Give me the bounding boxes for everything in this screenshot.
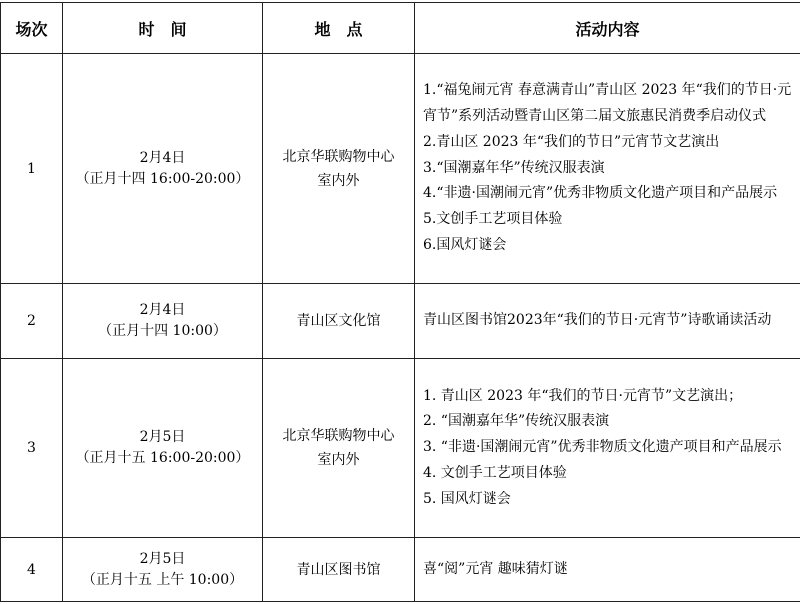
header-time: 时 间 [63, 3, 263, 54]
schedule-table [0, 2, 800, 602]
session-number: 4 [1, 538, 63, 602]
header-session: 场次 [1, 3, 63, 54]
time-text: （正月十五 上午 10:00） [81, 571, 244, 588]
time-text: （正月十四 10:00） [98, 323, 227, 339]
session-number: 3 [1, 359, 63, 538]
activities-cell [415, 284, 800, 359]
table-row [1, 54, 800, 284]
activity-item: 3. “非遗·国潮闹元宵”优秀非物质文化遗产项目和产品展示 [423, 439, 782, 456]
location-text: 北京华联购物中心 [282, 148, 395, 165]
activities-cell [415, 54, 800, 284]
header-activities: 活动内容 [415, 3, 800, 54]
activity-item: 4.“非遗·国潮闹元宵”优秀非物质文化遗产项目和产品展示 [423, 185, 778, 202]
table-row [1, 359, 800, 538]
activity-item: 2.青山区 2023 年“我们的节日”元宵节文艺演出 [423, 133, 720, 150]
header-row [1, 3, 800, 54]
date-text: 2月4日 [139, 149, 186, 166]
activity-item: 3.“国潮嘉年华”传统汉服表演 [423, 159, 605, 176]
location-text: 青山区图书馆 [296, 561, 381, 578]
time-text: （正月十五 16:00-20:00） [75, 450, 250, 466]
activity-item: 2. “国潮嘉年华”传统汉服表演 [423, 413, 610, 430]
location-cell [263, 359, 415, 538]
time-cell [63, 359, 263, 538]
activity-item: 喜“阅”元宵 趣味猜灯谜 [423, 560, 568, 577]
date-text: 2月5日 [139, 429, 186, 445]
session-number: 2 [1, 284, 63, 359]
header-location: 地 点 [263, 3, 415, 54]
date-text: 2月5日 [139, 550, 186, 567]
location-text: 室内外 [317, 172, 360, 189]
activities-cell [415, 538, 800, 602]
activity-item: 5.文创手工艺项目体验 [423, 211, 563, 228]
time-text: （正月十四 16:00-20:00） [75, 170, 250, 187]
time-cell [63, 54, 263, 284]
activity-item: 青山区图书馆2023年“我们的节日·元宵节”诗歌诵读活动 [423, 312, 772, 329]
date-text: 2月4日 [139, 302, 186, 318]
time-cell [63, 284, 263, 359]
location-text: 室内外 [317, 452, 360, 468]
activity-item: 6.国风灯谜会 [423, 236, 507, 253]
activity-item: 1. 青山区 2023 年“我们的节日·元宵节”文艺演出； [423, 387, 743, 404]
activity-item: 4. 文创手工艺项目体验 [423, 464, 567, 481]
session-number: 1 [1, 54, 63, 284]
location-cell [263, 538, 415, 602]
activity-item: 5. 国风灯谜会 [423, 490, 511, 507]
time-cell [63, 538, 263, 602]
table-row [1, 284, 800, 359]
location-text: 北京华联购物中心 [282, 428, 395, 444]
location-cell [263, 284, 415, 359]
table-row [1, 538, 800, 602]
location-cell [263, 54, 415, 284]
activities-cell [415, 359, 800, 538]
activity-item: 1.“福兔闹元宵 春意满青山”青山区 2023 年“我们的节日·元宵节”系列活动暨青山区第二届文旅惠民消费季启动仪式 [423, 82, 792, 124]
location-text: 青山区文化馆 [296, 313, 381, 329]
